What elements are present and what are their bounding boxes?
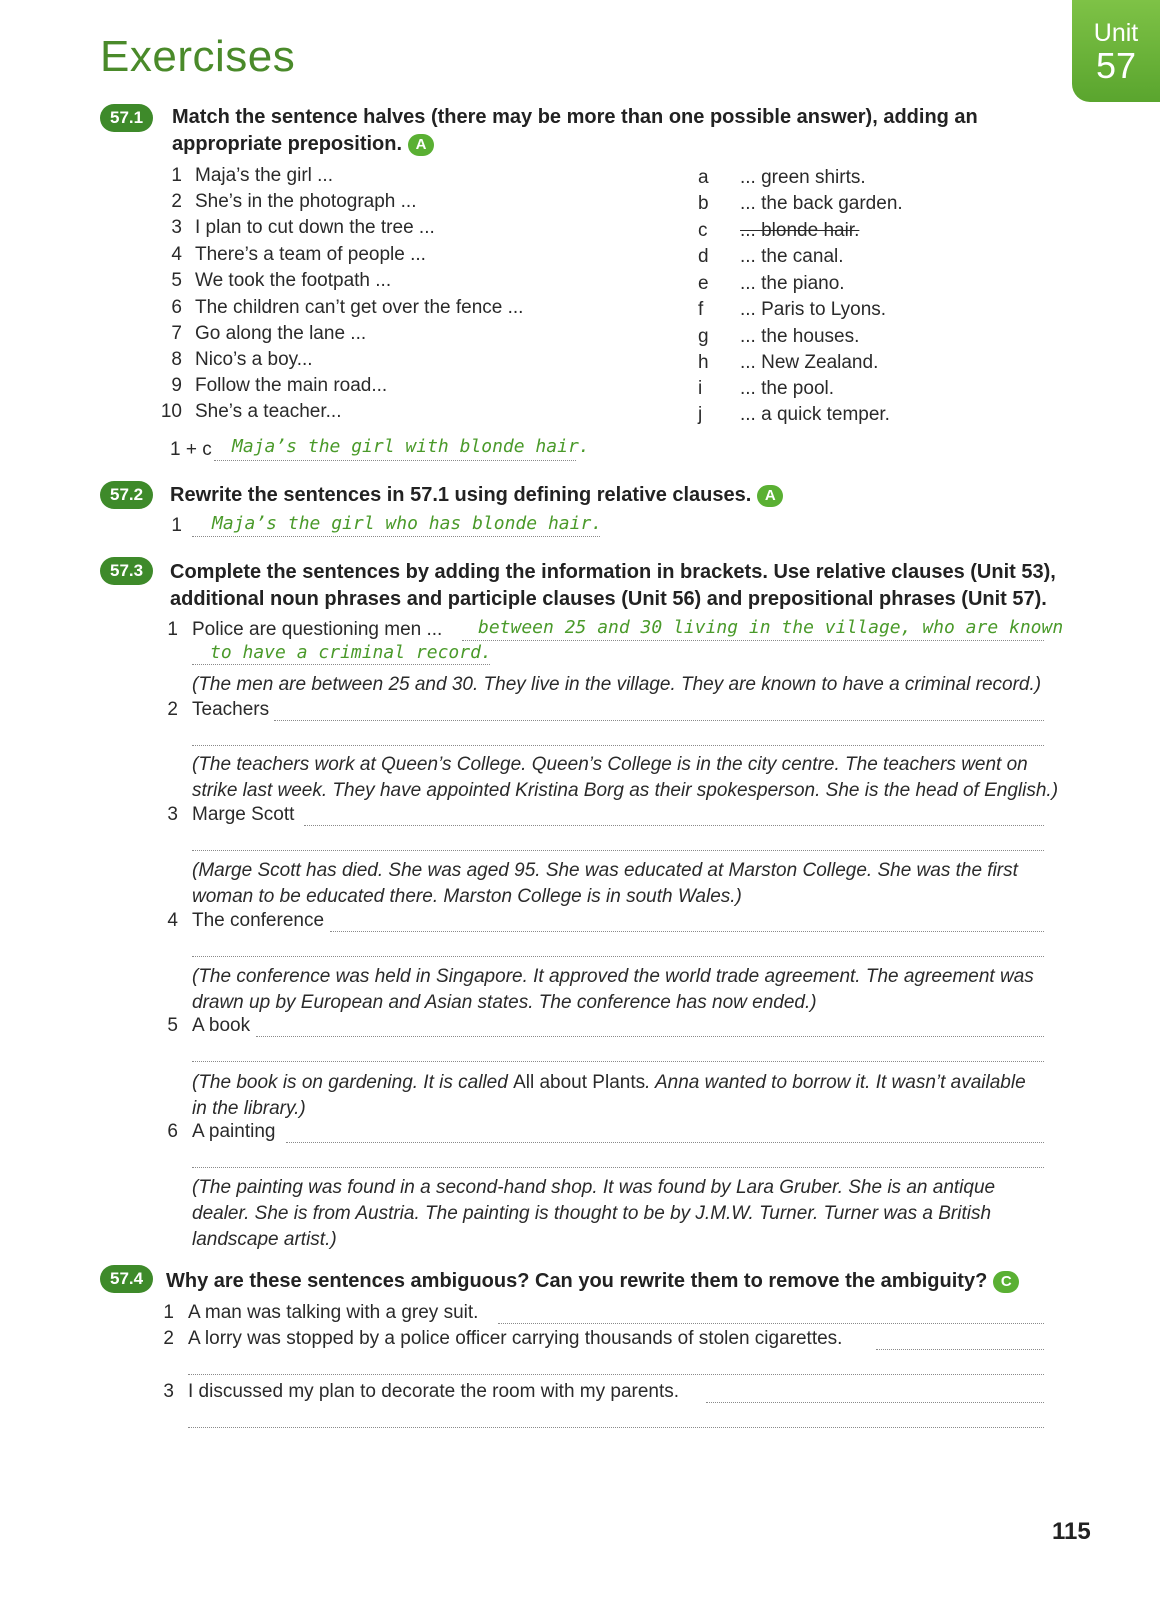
bracket-info: strike last week. They have appointed Kristina Borg as their spokesperson. She is the head of English.) (192, 780, 1059, 801)
example-answer-line2: to have a criminal record. (210, 642, 492, 663)
answer-line (256, 1036, 1044, 1037)
example-answer: Maja’s the girl with blonde hair. (232, 436, 590, 457)
left-half: I plan to cut down the tree ... (195, 217, 435, 238)
right-half-crossed-out: ... blonde hair. (740, 220, 860, 241)
item-number: 3 (167, 804, 178, 825)
bracket-info-part: . Anna wanted to borrow it. It wasn’t available (645, 1072, 1026, 1093)
right-half: ... the pool. (740, 378, 835, 399)
section-label-badge: C (993, 1271, 1019, 1293)
item-letter: a (698, 167, 709, 188)
page-number: 115 (1052, 1518, 1091, 1545)
answer-line (192, 536, 600, 537)
left-half: We took the footpath ... (195, 270, 392, 291)
right-half: ... the canal. (740, 246, 844, 267)
answer-line (188, 1427, 1044, 1428)
answer-line (192, 1061, 1044, 1062)
right-half: ... New Zealand. (740, 352, 879, 373)
bracket-info: in the library.) (192, 1098, 306, 1119)
unit-word: Unit (1093, 19, 1139, 47)
item-number: 7 (171, 323, 182, 344)
right-half: ... green shirts. (740, 167, 866, 188)
answer-line (876, 1349, 1044, 1350)
section-label-badge: A (757, 485, 783, 507)
exercise-instruction-57-1 (172, 104, 1002, 158)
sentence-start: Teachers (192, 699, 270, 720)
bracket-info: dealer. She is from Austria. The painting is thought to be by J.M.W. Turner. Turner was a British (192, 1203, 992, 1224)
example-answer: Maja’s the girl who has blonde hair. (212, 513, 603, 534)
bracket-info: (The men are between 25 and 30. They live in the village. They are known to have a criminal record.) (192, 674, 1042, 695)
item-number: 3 (163, 1381, 174, 1402)
answer-line (706, 1402, 1044, 1403)
exercise-badge-57-3: 57.3 (100, 557, 153, 585)
left-half: She’s a teacher... (195, 401, 342, 422)
item-number: 2 (163, 1328, 174, 1349)
unit-tab (1072, 0, 1160, 102)
item-number: 2 (167, 699, 178, 720)
sentence-start: A painting (192, 1121, 276, 1142)
sentence-start: The conference (192, 910, 325, 931)
right-half: ... the houses. (740, 326, 860, 347)
item-number: 4 (171, 244, 182, 265)
answer-line (192, 1167, 1044, 1168)
item-number: 3 (171, 217, 182, 238)
item-number: 6 (171, 297, 182, 318)
ambiguous-sentence: A man was talking with a grey suit. (188, 1302, 479, 1323)
exercise-instruction-57-3 (170, 559, 1070, 613)
left-half: Follow the main road... (195, 375, 388, 396)
unit-number: 57 (1095, 45, 1137, 86)
item-number: 1 (171, 515, 182, 536)
item-letter: d (698, 246, 709, 267)
answer-line (304, 825, 1044, 826)
item-letter: f (698, 299, 704, 320)
instruction-text: Why are these sentences ambiguous? Can you rewrite them to remove the ambiguity? (166, 1270, 988, 1292)
answer-line (498, 1323, 1044, 1324)
item-number: 9 (171, 375, 182, 396)
bracket-info: landscape artist.) (192, 1229, 337, 1250)
item-number: 8 (171, 349, 182, 370)
item-letter: i (698, 378, 703, 399)
example-answer-line1: between 25 and 30 living in the village, who are known (478, 617, 1064, 638)
item-number: 5 (167, 1015, 178, 1036)
page-title: Exercises (100, 32, 296, 81)
exercise-instruction-57-4 (166, 1268, 1066, 1295)
right-half: ... Paris to Lyons. (740, 299, 887, 320)
item-number: 2 (171, 191, 182, 212)
item-letter: g (698, 326, 709, 347)
exercise-badge-57-2: 57.2 (100, 481, 153, 509)
answer-line (462, 640, 1044, 641)
bracket-info: woman to be educated there. Marston College is in south Wales.) (192, 886, 742, 907)
sentence-start: A book (192, 1015, 251, 1036)
answer-line (330, 931, 1044, 932)
exercise-badge-57-1: 57.1 (100, 104, 153, 132)
right-half: ... the back garden. (740, 193, 903, 214)
item-letter: h (698, 352, 709, 373)
answer-line (192, 956, 1044, 957)
left-half: Go along the lane ... (195, 323, 367, 344)
item-number: 1 (171, 165, 182, 186)
bracket-info: (The conference was held in Singapore. It approved the world trade agreement. The agreement was (192, 966, 1034, 987)
book-title: All about Plants (513, 1072, 646, 1093)
right-half: ... the piano. (740, 273, 845, 294)
bracket-info-part: (The book is on gardening. It is called (192, 1072, 514, 1093)
section-label-badge: A (408, 134, 434, 156)
exercise-badge-57-4: 57.4 (100, 1265, 153, 1293)
right-half: ... a quick temper. (740, 404, 890, 425)
item-letter: e (698, 273, 709, 294)
item-letter: j (698, 404, 703, 425)
sentence-start: Police are questioning men ... (192, 619, 443, 640)
item-number: 4 (167, 910, 178, 931)
answer-line (188, 1374, 1044, 1375)
item-number: 6 (167, 1121, 178, 1142)
instruction-line: additional noun phrases and participle clauses (Unit 56) and prepositional phrases (Unit 57). (170, 588, 1047, 610)
answer-line (214, 460, 576, 461)
item-letter: b (698, 193, 709, 214)
left-half: The children can’t get over the fence ... (195, 297, 524, 318)
answer-line (274, 720, 1044, 721)
bracket-info: (The teachers work at Queen’s College. Queen’s College is in the city centre. The teachers went on (192, 754, 1028, 775)
left-half: There’s a team of people ... (195, 244, 426, 265)
item-number: 1 (163, 1302, 174, 1323)
left-half: Nico’s a boy... (195, 349, 313, 370)
instruction-line: Complete the sentences by adding the information in brackets. Use relative clauses (Unit 53), (170, 561, 1056, 583)
bracket-info (192, 1070, 1026, 1096)
example-label: 1 + c (170, 439, 212, 460)
item-letter: c (698, 220, 708, 241)
bracket-info: drawn up by European and Asian states. The conference has now ended.) (192, 992, 817, 1013)
item-number: 10 (160, 401, 182, 422)
sentence-start: Marge Scott (192, 804, 295, 825)
answer-line (192, 850, 1044, 851)
answer-line (192, 745, 1044, 746)
ambiguous-sentence: I discussed my plan to decorate the room with my parents. (188, 1381, 680, 1402)
answer-line (286, 1142, 1044, 1143)
instruction-text: Rewrite the sentences in 57.1 using defining relative clauses. (170, 484, 752, 506)
item-number: 5 (171, 270, 182, 291)
item-number: 1 (167, 619, 178, 640)
bracket-info: (The painting was found in a second-hand shop. It was found by Lara Gruber. She is an antique (192, 1177, 996, 1198)
instruction-text: Match the sentence halves (there may be more than one possible answer), adding an appropriate preposition. (172, 106, 978, 155)
left-half: Maja’s the girl ... (195, 165, 333, 186)
left-half: She’s in the photograph ... (195, 191, 417, 212)
exercise-instruction-57-2 (170, 482, 1070, 509)
bracket-info: (Marge Scott has died. She was aged 95. She was educated at Marston College. She was the first (192, 860, 1018, 881)
ambiguous-sentence: A lorry was stopped by a police officer carrying thousands of stolen cigarettes. (188, 1328, 843, 1349)
